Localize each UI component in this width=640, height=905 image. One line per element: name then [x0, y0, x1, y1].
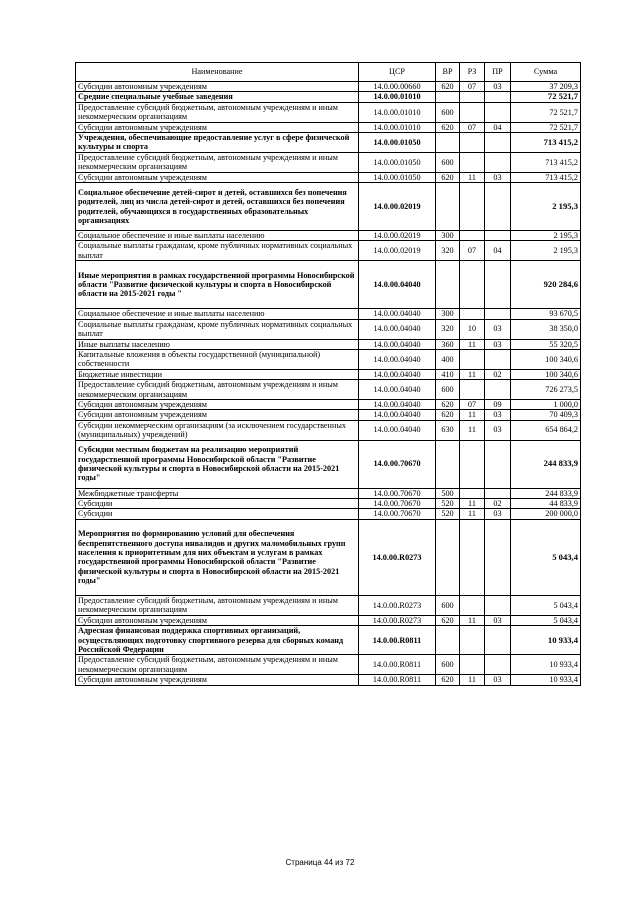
cell-sum: 200 000,0 — [511, 509, 581, 519]
cell-name: Мероприятия по формированию условий для обеспечения беспрепятственного доступа инвалидов и других маломобильных групп населения к приоритетным для них объектам и услугам в рамках государственной программы Новосибирской области "Развитие физической культуры и спорта в Новосибирской области на 2015-2021 годы" — [76, 519, 359, 595]
table-row — [76, 509, 581, 519]
cell-rz — [460, 231, 485, 241]
cell-rz: 10 — [460, 319, 485, 339]
cell-rz — [460, 488, 485, 498]
cell-vr: 620 — [436, 399, 460, 409]
header-csr: ЦСР — [359, 63, 436, 82]
table-header-row — [76, 63, 581, 82]
table-row — [76, 102, 581, 122]
cell-rz — [460, 152, 485, 172]
cell-sum: 10 933,4 — [511, 675, 581, 685]
page-number: 44 — [324, 858, 333, 867]
table-row — [76, 92, 581, 102]
cell-vr: 620 — [436, 172, 460, 182]
cell-csr: 14.0.00.02019 — [359, 241, 436, 261]
cell-rz — [460, 655, 485, 675]
header-sum: Сумма — [511, 63, 581, 82]
cell-pr — [485, 440, 511, 488]
cell-csr: 14.0.00.04040 — [359, 410, 436, 420]
header-rz: РЗ — [460, 63, 485, 82]
cell-name: Предоставление субсидий бюджетным, автономным учреждениям и иным некоммерческим организациям — [76, 380, 359, 400]
table-row — [76, 519, 581, 595]
cell-rz: 11 — [460, 339, 485, 349]
cell-name: Социальные выплаты гражданам, кроме публичных нормативных социальных выплат — [76, 241, 359, 261]
cell-rz: 11 — [460, 369, 485, 379]
cell-csr: 14.0.00.04040 — [359, 261, 436, 309]
table-row — [76, 349, 581, 369]
cell-csr: 14.0.00.00660 — [359, 82, 436, 92]
table-row — [76, 172, 581, 182]
cell-csr: 14.0.00.R0273 — [359, 615, 436, 625]
cell-rz: 11 — [460, 410, 485, 420]
cell-vr: 360 — [436, 339, 460, 349]
budget-table — [75, 62, 581, 686]
cell-csr: 14.0.00.04040 — [359, 369, 436, 379]
cell-pr: 03 — [485, 172, 511, 182]
cell-csr: 14.0.00.70670 — [359, 440, 436, 488]
cell-name: Капитальные вложения в объекты государственной (муниципальной) собственности — [76, 349, 359, 369]
cell-csr: 14.0.00.R0811 — [359, 655, 436, 675]
table-row — [76, 309, 581, 319]
cell-vr: 410 — [436, 369, 460, 379]
cell-rz — [460, 349, 485, 369]
cell-rz — [460, 92, 485, 102]
cell-pr — [485, 380, 511, 400]
table-row — [76, 498, 581, 508]
table-row — [76, 420, 581, 440]
cell-csr: 14.0.00.04040 — [359, 309, 436, 319]
cell-rz: 07 — [460, 241, 485, 261]
cell-name: Субсидии автономным учреждениям — [76, 82, 359, 92]
cell-pr: 03 — [485, 509, 511, 519]
cell-name: Субсидии автономным учреждениям — [76, 410, 359, 420]
cell-rz — [460, 626, 485, 655]
cell-csr: 14.0.00.70670 — [359, 498, 436, 508]
table-row — [76, 399, 581, 409]
cell-rz — [460, 183, 485, 231]
cell-vr: 500 — [436, 488, 460, 498]
cell-rz — [460, 102, 485, 122]
cell-vr — [436, 519, 460, 595]
cell-rz — [460, 309, 485, 319]
cell-csr: 14.0.00.04040 — [359, 319, 436, 339]
cell-pr — [485, 152, 511, 172]
cell-name: Субсидии — [76, 509, 359, 519]
cell-sum: 38 350,0 — [511, 319, 581, 339]
cell-vr: 620 — [436, 675, 460, 685]
cell-sum: 70 409,3 — [511, 410, 581, 420]
cell-csr: 14.0.00.R0811 — [359, 675, 436, 685]
table-row — [76, 241, 581, 261]
cell-name: Адресная финансовая поддержка спортивных организаций, осуществляющих подготовку спортивного резерва для сборных команд Российской Федерации — [76, 626, 359, 655]
cell-name: Предоставление субсидий бюджетным, автономным учреждениям и иным некоммерческим организациям — [76, 595, 359, 615]
cell-pr: 03 — [485, 410, 511, 420]
cell-pr: 02 — [485, 498, 511, 508]
cell-csr: 14.0.00.01010 — [359, 102, 436, 122]
table-row — [76, 231, 581, 241]
cell-name: Субсидии некоммерческим организациям (за исключением государственных (муниципальных) учреждений) — [76, 420, 359, 440]
cell-sum: 55 320,5 — [511, 339, 581, 349]
cell-vr — [436, 133, 460, 153]
cell-rz: 11 — [460, 420, 485, 440]
cell-pr — [485, 626, 511, 655]
cell-csr: 14.0.00.01010 — [359, 122, 436, 132]
cell-vr: 600 — [436, 102, 460, 122]
cell-rz: 11 — [460, 675, 485, 685]
table-row — [76, 675, 581, 685]
cell-sum: 713 415,2 — [511, 152, 581, 172]
cell-csr: 14.0.00.04040 — [359, 399, 436, 409]
table-row — [76, 488, 581, 498]
cell-vr: 600 — [436, 152, 460, 172]
cell-sum: 2 195,3 — [511, 231, 581, 241]
page-footer — [0, 858, 640, 867]
cell-vr: 630 — [436, 420, 460, 440]
cell-name: Средние специальные учебные заведения — [76, 92, 359, 102]
cell-pr — [485, 261, 511, 309]
cell-vr: 520 — [436, 509, 460, 519]
cell-rz: 11 — [460, 498, 485, 508]
table-row — [76, 261, 581, 309]
cell-sum: 100 340,6 — [511, 349, 581, 369]
cell-pr — [485, 488, 511, 498]
cell-sum: 10 933,4 — [511, 655, 581, 675]
cell-sum: 10 933,4 — [511, 626, 581, 655]
cell-sum: 2 195,3 — [511, 183, 581, 231]
table-row — [76, 133, 581, 153]
table-row — [76, 339, 581, 349]
cell-vr: 620 — [436, 410, 460, 420]
cell-name: Субсидии автономным учреждениям — [76, 172, 359, 182]
cell-rz: 11 — [460, 615, 485, 625]
cell-name: Социальное обеспечение детей-сирот и детей, оставшихся без попечения родителей, лиц из числа детей-сирот и детей, оставшихся без попечения родителей, обучающихся в государственных образовательных организациях — [76, 183, 359, 231]
cell-sum: 5 043,4 — [511, 519, 581, 595]
cell-rz — [460, 380, 485, 400]
cell-pr: 03 — [485, 675, 511, 685]
cell-csr: 14.0.00.01050 — [359, 172, 436, 182]
cell-sum: 726 273,5 — [511, 380, 581, 400]
cell-name: Социальное обеспечение и иные выплаты населению — [76, 309, 359, 319]
cell-pr: 03 — [485, 420, 511, 440]
cell-sum: 713 415,2 — [511, 133, 581, 153]
total-pages: 72 — [345, 858, 355, 867]
cell-rz: 07 — [460, 122, 485, 132]
table-row — [76, 122, 581, 132]
cell-csr: 14.0.00.70670 — [359, 488, 436, 498]
cell-vr — [436, 183, 460, 231]
cell-name: Социальное обеспечение и иные выплаты населению — [76, 231, 359, 241]
cell-sum: 244 833,9 — [511, 440, 581, 488]
cell-name: Предоставление субсидий бюджетным, автономным учреждениям и иным некоммерческим организациям — [76, 102, 359, 122]
cell-vr — [436, 440, 460, 488]
cell-name: Иные мероприятия в рамках государственной программы Новосибирской области "Развитие физической культуры и спорта в Новосибирской области на 2015-2021 годы " — [76, 261, 359, 309]
cell-vr — [436, 626, 460, 655]
cell-rz — [460, 519, 485, 595]
cell-pr: 02 — [485, 369, 511, 379]
cell-pr: 03 — [485, 82, 511, 92]
table-row — [76, 440, 581, 488]
header-name: Наименование — [76, 63, 359, 82]
cell-pr — [485, 183, 511, 231]
cell-sum: 654 864,2 — [511, 420, 581, 440]
cell-sum: 1 000,0 — [511, 399, 581, 409]
cell-name: Межбюджетные трансферты — [76, 488, 359, 498]
cell-name: Субсидии автономным учреждениям — [76, 399, 359, 409]
cell-vr: 600 — [436, 595, 460, 615]
cell-vr — [436, 261, 460, 309]
table-row — [76, 595, 581, 615]
cell-csr: 14.0.00.R0811 — [359, 626, 436, 655]
table-row — [76, 615, 581, 625]
cell-csr: 14.0.00.04040 — [359, 349, 436, 369]
cell-rz — [460, 440, 485, 488]
cell-rz: 11 — [460, 509, 485, 519]
cell-name: Предоставление субсидий бюджетным, автономным учреждениям и иным некоммерческим организациям — [76, 152, 359, 172]
cell-pr — [485, 519, 511, 595]
cell-csr: 14.0.00.01050 — [359, 152, 436, 172]
cell-vr: 620 — [436, 82, 460, 92]
cell-name: Субсидии автономным учреждениям — [76, 615, 359, 625]
table-row — [76, 319, 581, 339]
cell-vr: 520 — [436, 498, 460, 508]
table-row — [76, 183, 581, 231]
cell-name: Субсидии автономным учреждениям — [76, 122, 359, 132]
cell-vr — [436, 92, 460, 102]
cell-name: Бюджетные инвестиции — [76, 369, 359, 379]
cell-pr — [485, 349, 511, 369]
cell-sum: 72 521,7 — [511, 102, 581, 122]
cell-vr: 400 — [436, 349, 460, 369]
cell-name: Учреждения, обеспечивающие предоставление услуг в сфере физической культуры и спорта — [76, 133, 359, 153]
cell-csr: 14.0.00.02019 — [359, 183, 436, 231]
cell-csr: 14.0.00.04040 — [359, 420, 436, 440]
cell-pr — [485, 133, 511, 153]
table-row — [76, 152, 581, 172]
cell-name: Субсидии — [76, 498, 359, 508]
cell-pr: 04 — [485, 241, 511, 261]
cell-vr: 600 — [436, 380, 460, 400]
cell-pr — [485, 655, 511, 675]
cell-rz — [460, 261, 485, 309]
cell-sum: 920 284,6 — [511, 261, 581, 309]
cell-pr — [485, 92, 511, 102]
cell-sum: 37 209,3 — [511, 82, 581, 92]
cell-csr: 14.0.00.02019 — [359, 231, 436, 241]
cell-csr: 14.0.00.04040 — [359, 339, 436, 349]
cell-vr: 620 — [436, 615, 460, 625]
cell-vr: 320 — [436, 319, 460, 339]
cell-name: Субсидии автономным учреждениям — [76, 675, 359, 685]
cell-sum: 72 521,7 — [511, 92, 581, 102]
cell-pr — [485, 595, 511, 615]
table-row — [76, 410, 581, 420]
cell-name: Иные выплаты населению — [76, 339, 359, 349]
cell-name: Субсидии местным бюджетам на реализацию мероприятий государственной программы Новосибирской области "Развитие физической культуры и спорта в Новосибирской области на 2015-2021 годы" — [76, 440, 359, 488]
table-row — [76, 380, 581, 400]
table-row — [76, 369, 581, 379]
table-row — [76, 655, 581, 675]
cell-sum: 244 833,9 — [511, 488, 581, 498]
cell-sum: 5 043,4 — [511, 595, 581, 615]
cell-pr: 04 — [485, 122, 511, 132]
page-label: Страница — [285, 858, 322, 867]
header-vr: ВР — [436, 63, 460, 82]
cell-vr: 300 — [436, 231, 460, 241]
cell-sum: 93 670,5 — [511, 309, 581, 319]
cell-rz — [460, 595, 485, 615]
header-pr: ПР — [485, 63, 511, 82]
cell-pr — [485, 102, 511, 122]
table-row — [76, 626, 581, 655]
cell-sum: 2 195,3 — [511, 241, 581, 261]
cell-name: Предоставление субсидий бюджетным, автономным учреждениям и иным некоммерческим организациям — [76, 655, 359, 675]
budget-table-page — [75, 62, 580, 686]
cell-csr: 14.0.00.04040 — [359, 380, 436, 400]
cell-csr: 14.0.00.01050 — [359, 133, 436, 153]
cell-vr: 320 — [436, 241, 460, 261]
cell-sum: 44 833,9 — [511, 498, 581, 508]
cell-pr: 03 — [485, 339, 511, 349]
table-row — [76, 82, 581, 92]
cell-pr — [485, 309, 511, 319]
cell-sum: 72 521,7 — [511, 122, 581, 132]
cell-pr — [485, 231, 511, 241]
cell-rz: 07 — [460, 82, 485, 92]
table-body — [76, 82, 581, 686]
cell-csr: 14.0.00.01010 — [359, 92, 436, 102]
cell-csr: 14.0.00.R0273 — [359, 519, 436, 595]
cell-vr: 620 — [436, 122, 460, 132]
cell-sum: 100 340,6 — [511, 369, 581, 379]
of-label: из — [335, 858, 344, 867]
cell-rz: 11 — [460, 172, 485, 182]
cell-pr: 03 — [485, 615, 511, 625]
cell-name: Социальные выплаты гражданам, кроме публичных нормативных социальных выплат — [76, 319, 359, 339]
cell-rz — [460, 133, 485, 153]
cell-csr: 14.0.00.R0273 — [359, 595, 436, 615]
cell-vr: 600 — [436, 655, 460, 675]
cell-pr: 09 — [485, 399, 511, 409]
cell-vr: 300 — [436, 309, 460, 319]
cell-pr: 03 — [485, 319, 511, 339]
cell-csr: 14.0.00.70670 — [359, 509, 436, 519]
cell-sum: 5 043,4 — [511, 615, 581, 625]
cell-rz: 07 — [460, 399, 485, 409]
cell-sum: 713 415,2 — [511, 172, 581, 182]
